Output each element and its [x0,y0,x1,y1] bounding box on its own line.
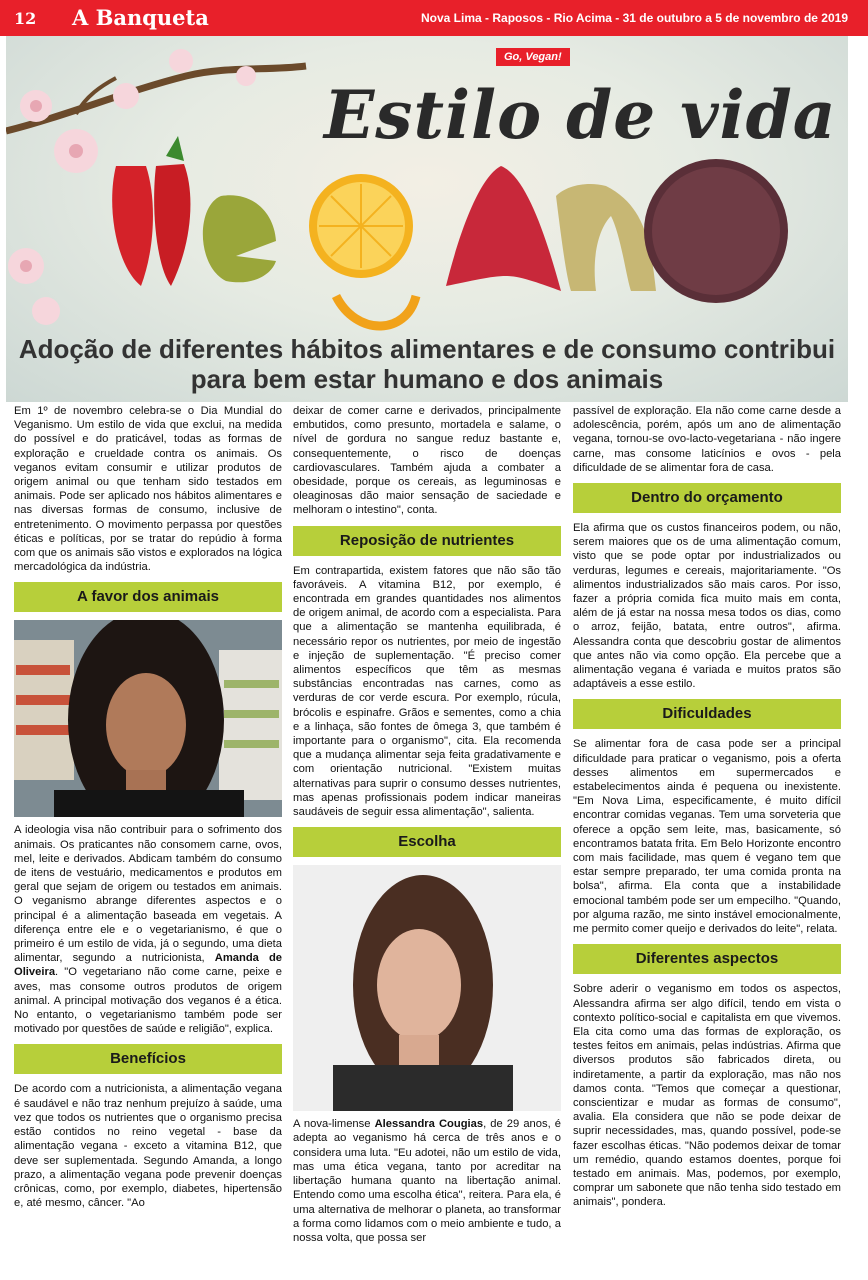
photo-amanda [14,620,282,817]
hero-image [6,36,848,402]
paragraph: A nova-limense Alessandra Cougias, de 29 anos, é adepta ao veganismo há cerca de três anos e o considera uma luta. "Eu adotei, não um estilo de vida, mas uma ética vegana, tanto por acreditar na libertação humana quanto na libertação animal. Entendo como uma escolha ética", reitera. Para ela, é uma alternativa de melhorar o planeta, ao transformar a forma como lidamos com o meio ambiente e tudo, a nossa volta, que possa ser [293,1118,561,1244]
paragraph: Se alimentar fora de casa pode ser a principal dificuldade para praticar o veganismo, pois a oferta desses alimentos em supermercados e estabelecimentos ainda é pequena ou inexistente. "Em Nova Lima, especificamente, é muito difícil encontrar comidas veganas. Tem uma sorveteria que oferece a opção sem leite, mas, basicamente, só encontramos batata frita. Em Belo Horizonte encontro com mais facilidade, mas quem é vegano tem que estar sempre preparado, ter uma comida pronta na bolsa", afirma. Ela conta que a instabilidade emocional também pode ser um empecilho. "Quando, por alguma razão, me sinto instável emocionalmente, me permito comer queijo e derivados do leite", relata. [573,738,841,936]
paragraph: deixar de comer carne e derivados, principalmente embutidos, como presunto, mortadela e salame, o nível de gordura no sangue reduz bastante e, consequentemente, o risco de doenças cardiovasculares. Também ajuda a combater a obesidade, porque os cereais, as leguminosas e oleaginosas dão maior sensação de saciedade e melhoram o intestino", conta. [293,405,561,517]
section-heading: Reposição de nutrientes [293,526,561,556]
section-heading: Dificuldades [573,699,841,729]
column-1 [14,404,282,1214]
paragraph: De acordo com a nutricionista, a alimentação vegana é saudável e não traz nenhum prejuízo à saúde, uma vez que todos os nutrientes que o organismo precisa estão contidos no reino vegetal - base da alimentação vegana - exceto a vitamina B12, que deve ser suplementada. Segundo Amanda, a longo prazo, a alimentação vegana pode prevenir doenças crônicas, como, por exemplo, diabetes, hipertensão e, até mesmo, câncer. "Ao [14,1083,282,1210]
page-number: 12 [14,9,37,28]
photo-alessandra [293,865,561,1111]
column-2 [293,404,561,1249]
section-heading: A favor dos animais [14,582,282,612]
paragraph: Em 1º de novembro celebra-se o Dia Mundial do Veganismo. Um estilo de vida que exclui, na medida do possível e do praticável, todas as formas de exploração e crueldade contra os animais. Os veganos evitam consumir e utilizar produtos de origem animal ou que tenham sido testados em animais. Pode ser aplicado nos hábitos alimentares e nas diversas formas de consumo, inclusive de entretenimento. O movimento perpassa por questões éticas e políticas, por se tratar do repúdio à forma com que os animais são vistos e explorados na lógica mercadológica da indústria. [14,405,282,574]
page-header [0,0,868,36]
newspaper-name: A Banqueta [72,5,209,30]
section-heading: Escolha [293,827,561,857]
section-heading: Diferentes aspectos [573,944,841,974]
paragraph: passível de exploração. Ela não come carne desde a adolescência, porém, após um ano de alimentação vegana, tornou-se ovo-lacto-vegetariana - não ingere carne, mas consome laticínios e ovos - pela dificuldade de se alimentar fora de casa. [573,405,841,474]
article-headline: Adoção de diferentes hábitos alimentares e de consumo contribui para bem estar humano e dos animais [18,334,836,394]
paragraph: Sobre aderir o veganismo em todos os aspectos, Alessandra afirma ser algo difícil, tendo em vista o contexto político-social e capitalista em que vivemos. Ela cita como uma das formas de exploração, os testes feitos em animais, pelas indústrias. Afirma que diversos produtos são fabricados direta, ou indiretamente, a partir da exploração, mas não nos damos conta. "Temos que começar a questionar, conscientizar e mudar as formas de consumo", avalia. Ela considera que não se pode deixar de suprir necessidades, mas, quando possível, pode-se fazer escolhas éticas. "Não podemos deixar de tomar um remédio, quando estamos doentes, porque foi testado em animais. Mas, podemos, por exemplo, comprar um sabonete que não tenha sido testado em animais", pondera. [573,983,841,1209]
paragraph: A ideologia visa não contribuir para o sofrimento dos animais. Os praticantes não consomem carne, ovos, mel, leite e derivados. Abdicam também do consumo de itens de vestuário, medicamentos e produtos em geral que sejam de origem ou testados em animais. O veganismo abrange diferentes aspectos e o principal é a alimentação baseada em vegetais. A diferença entre ele e o vegetarianismo, é que o primeiro é um estilo de vida, já o segundo, uma dieta alimentar, segundo a nutricionista, Amanda de Oliveira. "O vegetariano não come carne, peixe e aves, mas consome outros produtos de origem animal. A principal motivação dos veganos é a ética. No entanto, o vegetarianismo também pode ser motivado por questões de saúde e religião", explica. [14,824,283,1036]
column-3 [573,404,841,1214]
paragraph: Ela afirma que os custos financeiros podem, ou não, serem maiores que os de uma alimentação comum, visto que se pode optar por industrializados ou verduras, legumes e cereais, majoritariamente. "Os alimentos industrializados são mais caros. Por isso, fazer a própria comida fica muito mais em conta, além de já estar na nossa mesa todos os dias, como o arroz, feijão, batata, entre outros", afirma. Alessandra conta que descobriu gostar de alimentos que antes não via como opção. Ela percebe que a alimentação vegana é variada e muitos pratos são adaptáveis a esse estilo. [573,522,841,691]
edition-line: Nova Lima - Raposos - Rio Acima - 31 de outubro a 5 de novembro de 2019 [421,11,848,25]
section-heading: Dentro do orçamento [573,483,841,513]
person-name: Alessandra Cougias [374,1118,484,1131]
hero-title: Estilo de vida [324,76,837,154]
section-tag: Go, Vegan! [496,48,570,66]
paragraph: Em contrapartida, existem fatores que não são tão favoráveis. A vitamina B12, por exemplo, é encontrada em grandes quantidades nos alimentos de origem animal, de acordo com a especialista. Para que a alimentação se mantenha equilibrada, é necessário repor os nutrientes, por meio de ingestão e injeção de suplementação. "É preciso comer alimentos específicos que têm as mesmas substâncias encontradas nas carnes, como as verduras de cor verde escura. Por exemplo, rúcula, brócolis e espinafre. Grãos e sementes, como a chia e a linhaça, são fontes de ômega 3, que também é importante para o organismo", cita. Ela recomenda que a mudança alimentar seja feita gradativamente e com orientação nutricional. "Existem muitas alternativas para suprir o consumo desses nutrientes, mas apenas profissionais podem indicar maneiras saudáveis de seguir essa alimentação", salienta. [293,564,561,819]
person-name: Amanda de Oliveira [14,952,283,979]
section-heading: Benefícios [14,1044,282,1074]
